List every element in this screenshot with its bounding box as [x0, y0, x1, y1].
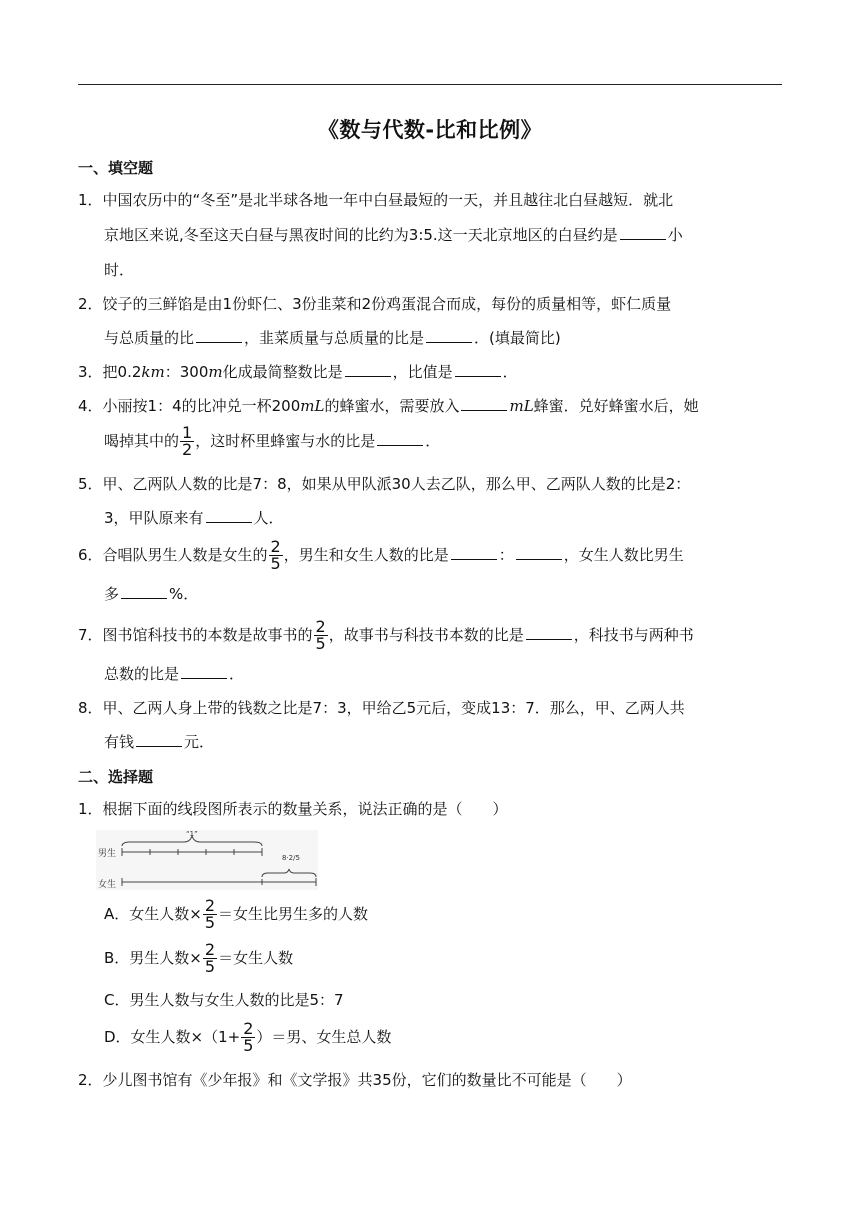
header-rule [78, 84, 782, 85]
mc1-option-b-fraction-numerator: 2 [204, 940, 216, 959]
mc1-option-a-fraction-denominator: 5 [204, 913, 216, 932]
q4-fraction-numerator: 1 [182, 423, 193, 442]
q7-fraction [314, 619, 328, 652]
diagram-unit-label: “1” [186, 830, 198, 838]
q1-line3: 时． [104, 261, 135, 279]
q7-text-e: ． [229, 665, 245, 683]
q4-text-c: 蜂蜜．兑好蜂蜜水后，她 [533, 397, 699, 415]
q1-line1: 1．中国农历中的“冬至”是北半球各地一年中白昼最短的一天，并且越往北白昼越短．就北 [78, 191, 674, 209]
q6-fraction-numerator: 2 [270, 537, 281, 556]
mc1-option-d-text: D．女生人数×（1+ [104, 1028, 241, 1046]
q4-answer-blank-2[interactable] [377, 431, 423, 446]
q4-text-a: 4．小丽按1：4的比冲兑一杯200 [78, 397, 301, 415]
q6-text-c: ： [498, 546, 514, 564]
q4-unit-ml-2: mL [509, 397, 534, 415]
mc1-option-b-fraction-denominator: 5 [204, 957, 216, 976]
diagram-girls-brace [262, 869, 316, 877]
mc1-option-d-text-b: ）＝男、女生总人数 [256, 1028, 392, 1046]
diagram-girls-segment [122, 878, 316, 886]
q5-line1: 5．甲、乙两队人数的比是7：8，如果从甲队派30人去乙队，那么甲、乙两队人数的比是2： [78, 475, 691, 493]
q6-text-b: ，男生和女生人数的比是 [283, 546, 449, 564]
q3-answer-blank-2[interactable] [455, 362, 501, 377]
q5-text-b: 人． [253, 509, 284, 527]
q5-line2 [104, 508, 808, 528]
q2-text-a: 与总质量的比 [104, 329, 195, 347]
q5-answer-blank[interactable] [206, 508, 252, 523]
section-fill-in-heading: 一、填空题 [78, 159, 154, 177]
q6-answer-blank-3[interactable] [121, 584, 167, 599]
q7-answer-blank-1[interactable] [526, 625, 572, 640]
q4-answer-blank-1[interactable] [461, 396, 507, 411]
q2-text-c: ．(填最简比) [474, 329, 561, 347]
q6-answer-blank-2[interactable] [516, 545, 562, 560]
q5-text-a: 3，甲队原来有 [104, 509, 204, 527]
q3-text-c: 化成最简整数比是 [222, 363, 343, 381]
mc1-option-b-fraction [203, 942, 217, 975]
q7-text-b: ，故事书与科技书本数的比是 [328, 626, 524, 644]
q6-text-e: 多 [104, 585, 120, 603]
q3-text-e: ． [502, 363, 518, 381]
q1-text: 京地区来说,冬至这天白昼与黑夜时间的比约为3:5.这一天北京地区的白昼约是 [104, 226, 618, 244]
q3-unit-m: m [208, 363, 223, 381]
mc1-option-a[interactable] [104, 898, 368, 931]
q3-text-a: 3．把0.2 [78, 363, 142, 381]
page-title: 《数与代数-比和比例》 [317, 118, 543, 142]
q6-text-a: 6．合唱队男生人数是女生的 [78, 546, 268, 564]
q8-answer-blank[interactable] [136, 732, 182, 747]
q3-unit-km: km [141, 363, 165, 381]
q4-fraction-denominator: 2 [182, 440, 193, 459]
mc1-option-a-fraction [203, 898, 217, 931]
q3-line [78, 362, 782, 382]
q4-text-b: 的蜂蜜水，需要放入 [324, 397, 460, 415]
q3-text-d: ，比值是 [392, 363, 453, 381]
q6-fraction-denominator: 5 [270, 554, 281, 573]
q3-answer-blank-1[interactable] [345, 362, 391, 377]
q2-line1: 2．饺子的三鲜馅是由1份虾仁、3份韭菜和2份鸡蛋混合而成，每份的质量相等，虾仁质量 [78, 295, 672, 313]
q1-answer-blank[interactable] [620, 225, 666, 240]
q1-line2 [104, 225, 782, 245]
mc1-option-d-fraction-denominator: 5 [243, 1036, 254, 1055]
q8-text-b: 元． [184, 733, 215, 751]
q7-line2 [104, 664, 808, 684]
diagram-fraction-label: 8·2/5 [282, 854, 300, 862]
mc1-option-d-fraction [241, 1021, 255, 1054]
mc1-stem: 1．根据下面的线段图所表示的数量关系，说法正确的是（ ） [78, 800, 508, 818]
q4-text-e: ，这时杯里蜂蜜与水的比是 [195, 432, 376, 450]
q4-text-f: ． [425, 432, 441, 450]
q6-line2 [104, 584, 808, 604]
q4-line1 [78, 396, 782, 416]
q7-text-c: ，科技书与两种书 [573, 626, 694, 644]
q6-line1 [78, 539, 782, 572]
q8-line2 [104, 732, 808, 752]
q7-line1 [78, 619, 782, 652]
mc1-option-d-fraction-numerator: 2 [243, 1019, 254, 1038]
q7-answer-blank-2[interactable] [181, 664, 227, 679]
mc1-option-a-text: A．女生人数× [104, 905, 202, 923]
q4-unit-ml: mL [300, 397, 325, 415]
q6-fraction [269, 539, 283, 572]
q7-fraction-numerator: 2 [315, 617, 326, 636]
mc1-option-b-text-b: ＝女生人数 [218, 949, 294, 967]
section-multiple-choice-heading: 二、选择题 [78, 768, 154, 786]
mc1-option-b[interactable] [104, 942, 293, 975]
q6-text-d: ，女生人数比男生 [563, 546, 684, 564]
mc1-option-d[interactable] [104, 1021, 391, 1054]
q7-fraction-denominator: 5 [315, 634, 326, 653]
mc2-stem: 2．少儿图书馆有《少年报》和《文学报》共35份，它们的数量比不可能是（ ） [78, 1071, 632, 1089]
q3-text-b: ：300 [164, 363, 209, 381]
diagram-boys-label: 男生 [98, 849, 117, 859]
q7-text-a: 7．图书馆科技书的本数是故事书的 [78, 626, 313, 644]
q1-unit: 小 [667, 226, 683, 244]
q2-line2 [104, 328, 808, 348]
q8-line1: 8．甲、乙两人身上带的钱数之比是7：3，甲给乙5元后，变成13：7．那么，甲、乙两人共 [78, 699, 685, 717]
q2-answer-blank-2[interactable] [426, 328, 472, 343]
diagram-girls-label: 女生 [98, 880, 117, 890]
mc1-option-a-fraction-numerator: 2 [204, 896, 216, 915]
q6-answer-blank-1[interactable] [451, 545, 497, 560]
mc1-option-c[interactable]: C．男生人数与女生人数的比是5：7 [104, 991, 344, 1009]
q7-text-d: 总数的比是 [104, 665, 180, 683]
q4-text-d: 喝掉其中的 [104, 432, 180, 450]
q4-fraction [180, 425, 194, 458]
diagram-boys-segment [122, 848, 262, 856]
q8-text-a: 有钱 [104, 733, 135, 751]
q4-line2 [104, 425, 808, 458]
q6-text-f: %． [169, 585, 199, 603]
q2-answer-blank-1[interactable] [196, 328, 242, 343]
mc1-option-a-text-b: ＝女生比男生多的人数 [218, 905, 369, 923]
line-segment-diagram [96, 830, 318, 890]
q2-text-b: ，韭菜质量与总质量的比是 [244, 329, 425, 347]
mc1-option-b-text: B．男生人数× [104, 949, 202, 967]
